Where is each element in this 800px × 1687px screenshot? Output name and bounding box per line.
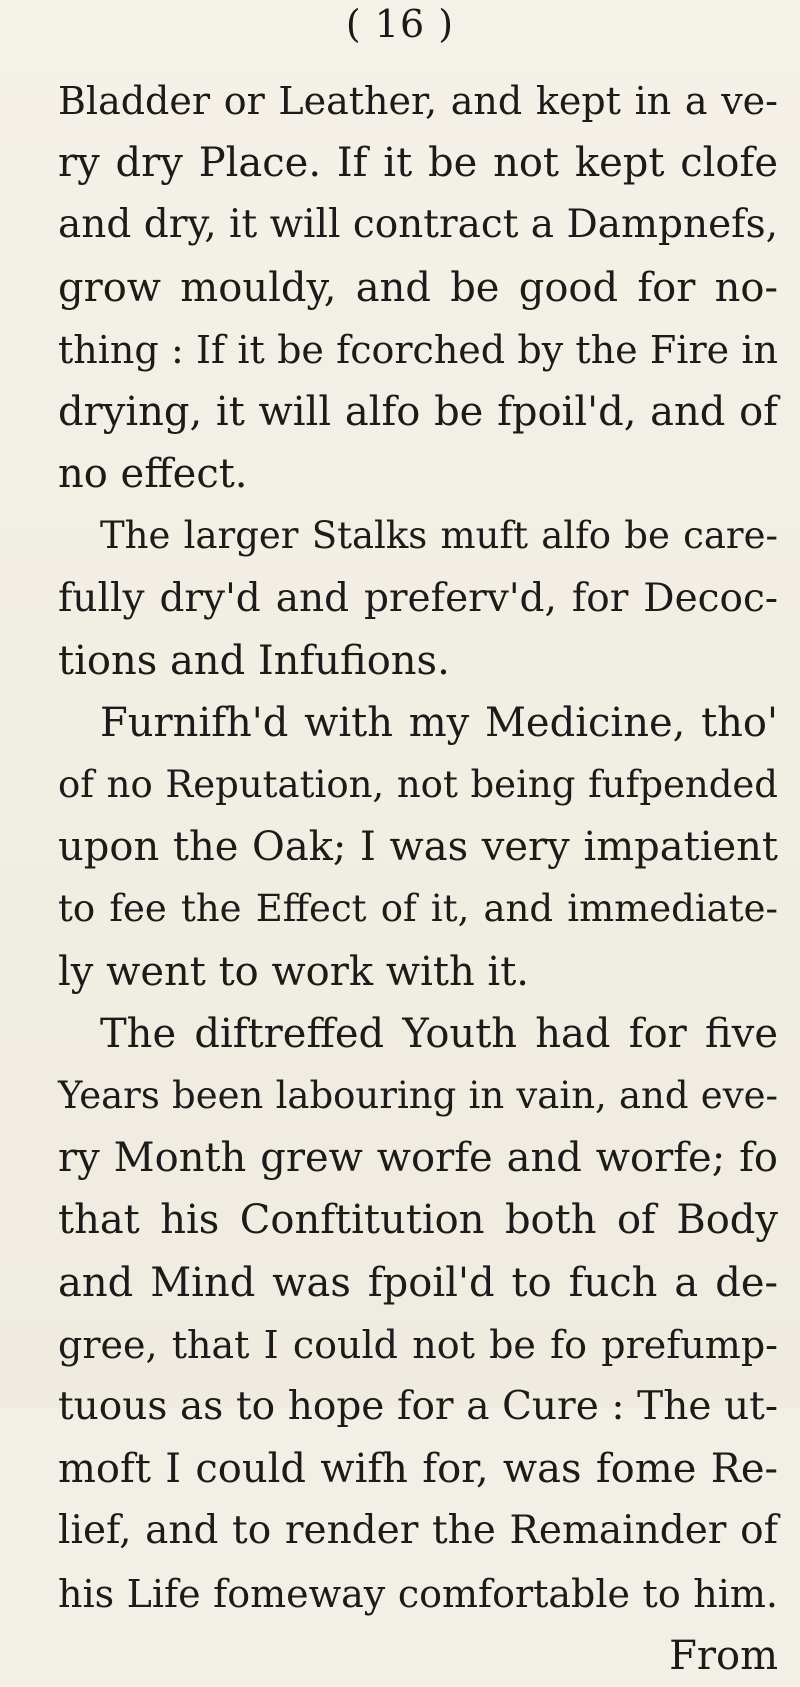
body-text [58,70,778,1687]
text-line: The diftreffed Youth had for five [100,1010,778,1057]
text-line: ry Month grew worfe and worfe; fo [58,1135,778,1182]
text-line: ly went to work with it. [58,948,529,995]
text-line: no effect. [58,451,248,498]
text-line: The larger Stalks muft alfo be care- [100,514,778,558]
text-line: and Mind was fpoil'd to fuch a de- [58,1259,778,1306]
text-line: lief, and to render the Remainder of [58,1508,778,1554]
text-line: upon the Oak; I was very impatient [58,824,778,871]
text-line: gree, that I could not be fo prefump- [58,1322,778,1367]
page-number: ( 16 ) [345,2,455,46]
text-line: Furnifh'd with my Medicine, tho' [100,699,778,746]
text-line: to fee the Effect of it, and immediate- [58,887,778,931]
text-line: tions and Infufions. [58,637,450,684]
text-line: ry dry Place. If it be not kept clofe [58,140,778,187]
text-line: drying, it will alfo be fpoil'd, and of [58,388,778,435]
text-line: Years been labouring in vain, and eve- [58,1074,778,1117]
text-line: thing : If it be fcorched by the Fire in [58,327,778,372]
text-line: and dry, it will contract a Dampnefs, [58,202,778,248]
text-line: fully dry'd and preferv'd, for Decoc- [58,575,778,621]
catchword: From [669,1632,778,1679]
text-line: grow mouldy, and be good for no- [58,264,778,311]
text-line: of no Reputation, not being fufpended [58,763,778,807]
text-line: that his Conftitution both of Body [58,1197,778,1244]
text-line: moft I could wifh for, was fome Re- [58,1446,778,1493]
text-line: his Life fomeway comfortable to him. [58,1571,778,1616]
text-line: tuous as to hope for a Cure : The ut- [58,1383,778,1429]
text-line: Bladder or Leather, and kept in a ve- [58,79,778,123]
